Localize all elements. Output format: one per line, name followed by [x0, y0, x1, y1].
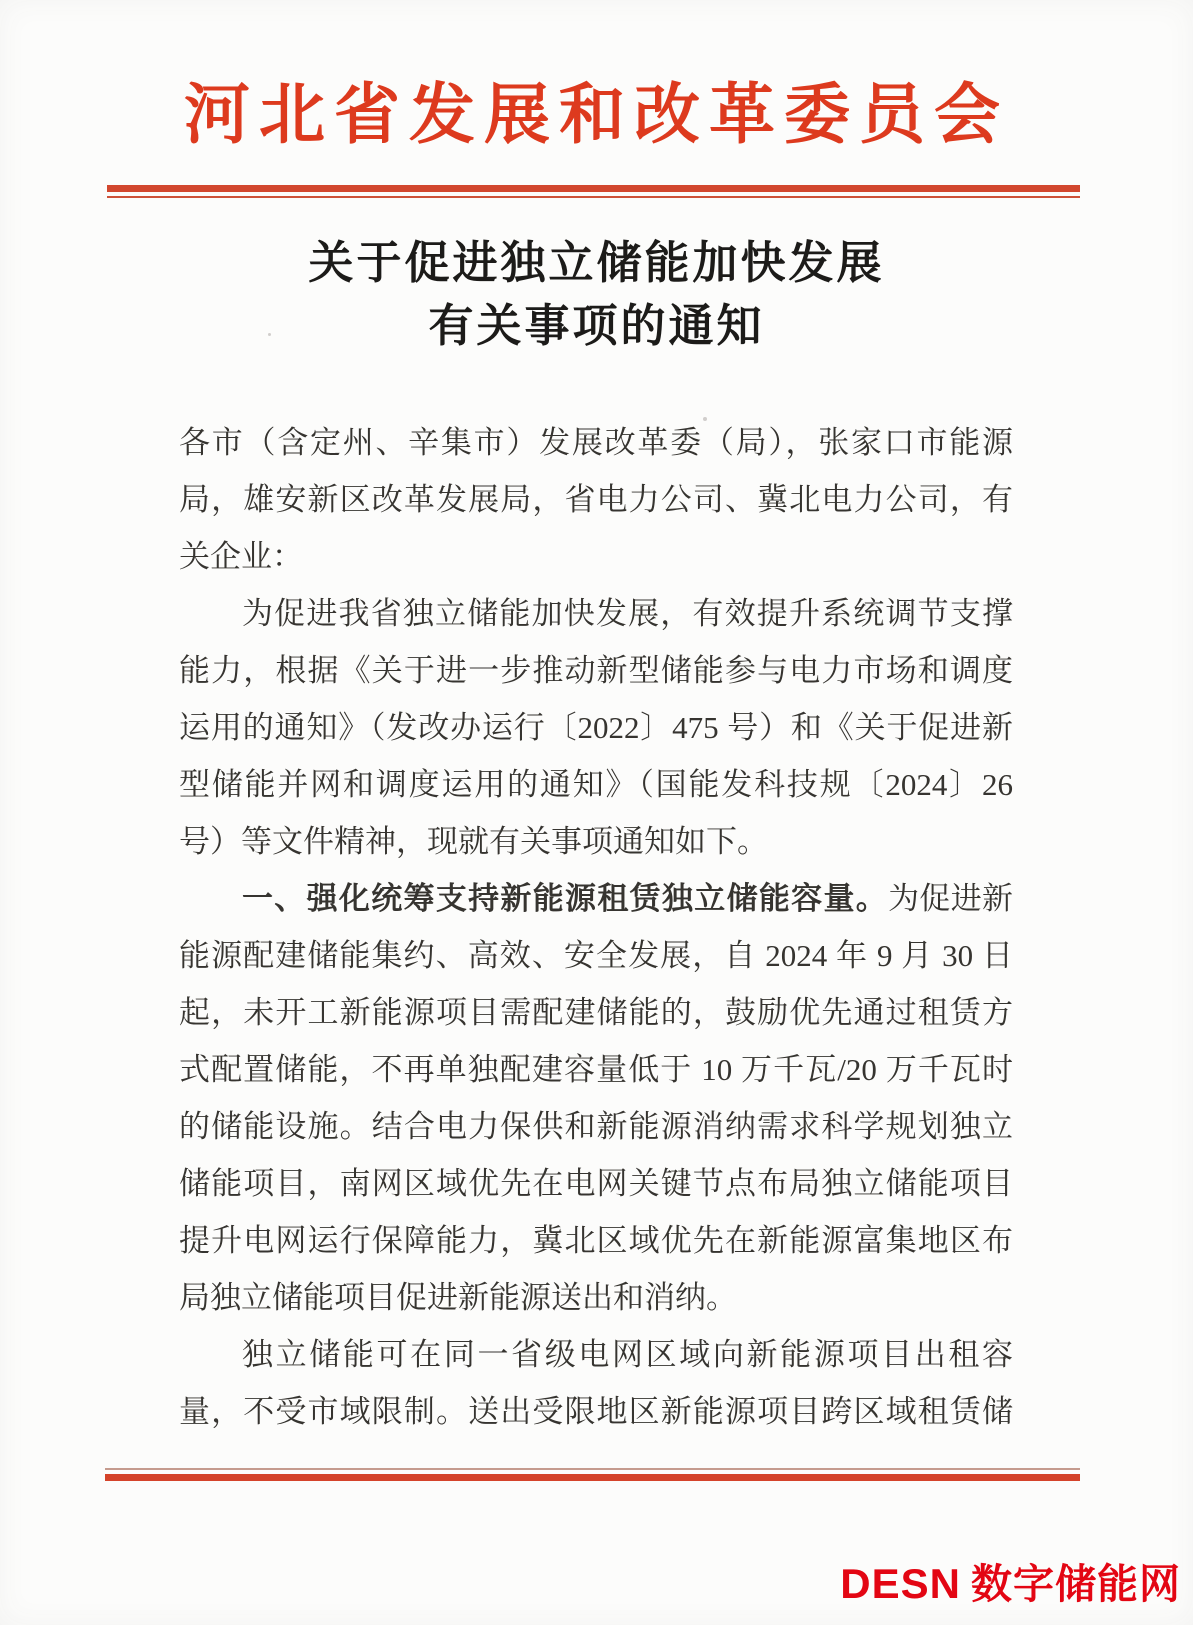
section1-line: 式配置储能，不再单独配建容量低于 10 万千瓦/20 万千瓦时 — [179, 1052, 1013, 1087]
divider-thick-line — [107, 185, 1080, 192]
section1-line: 提升电网运行保障能力，冀北区域优先在新能源富集地区布 — [179, 1223, 1013, 1258]
intro-line: 为促进我省独立储能加快发展，有效提升系统调节支撑 — [242, 596, 1013, 631]
intro-line: 运用的通知》（发改办运行〔2022〕475 号）和《关于促进新 — [179, 710, 1013, 745]
rental-line: 量，不受市域限制。送出受限地区新能源项目跨区域租赁储 — [179, 1394, 1013, 1429]
section1-line: 起，未开工新能源项目需配建储能的，鼓励优先通过租赁方 — [179, 995, 1013, 1030]
desn-logo-chinese: 数字储能网 — [971, 1561, 1181, 1607]
salutation-line: 关企业： — [179, 539, 303, 574]
scan-speck — [703, 417, 707, 421]
footer-thick-line — [105, 1474, 1080, 1481]
desn-watermark-logo — [840, 1560, 1181, 1615]
intro-line: 能力，根据《关于进一步推动新型储能参与电力市场和调度 — [179, 653, 1013, 688]
section1-line: 能源配建储能集约、高效、安全发展，自 2024 年 9 月 30 日 — [179, 938, 1013, 973]
page-footer-rule — [105, 1468, 1080, 1481]
document-title — [0, 232, 1193, 358]
letterhead-divider-rule — [107, 185, 1080, 198]
section1-heading-line — [179, 870, 1013, 927]
rental-line: 独立储能可在同一省级电网区域向新能源项目出租容 — [242, 1337, 1013, 1372]
document-body — [179, 414, 1013, 1440]
section1-line: 局独立储能项目促进新能源送出和消纳。 — [179, 1280, 737, 1315]
document-title-line2: 有关事项的通知 — [428, 301, 765, 351]
intro-line: 号）等文件精神，现就有关事项通知如下。 — [179, 824, 768, 859]
section1-line: 储能项目，南网区域优先在电网关键节点布局独立储能项目 — [179, 1166, 1013, 1201]
section1-heading-rest: 为促进新 — [888, 881, 1013, 916]
letterhead-org-name: 河北省发展和改革委员会 — [184, 79, 1009, 152]
divider-thin-line — [107, 196, 1080, 198]
scan-speck — [268, 333, 271, 336]
intro-line: 型储能并网和调度运用的通知》（国能发科技规〔2024〕26 — [179, 767, 1013, 802]
salutation-line: 各市（含定州、辛集市）发展改革委（局），张家口市能源 — [179, 425, 1013, 460]
salutation-line: 局，雄安新区改革发展局，省电力公司、冀北电力公司，有 — [179, 482, 1013, 517]
document-title-line1: 关于促进独立储能加快发展 — [308, 238, 885, 288]
section1-heading: 一、强化统筹支持新能源租赁独立储能容量。 — [242, 881, 889, 916]
footer-thin-line — [105, 1468, 1080, 1470]
desn-logo-latin: DESN — [840, 1560, 961, 1607]
section1-line: 的储能设施。结合电力保供和新能源消纳需求科学规划独立 — [179, 1109, 1013, 1144]
